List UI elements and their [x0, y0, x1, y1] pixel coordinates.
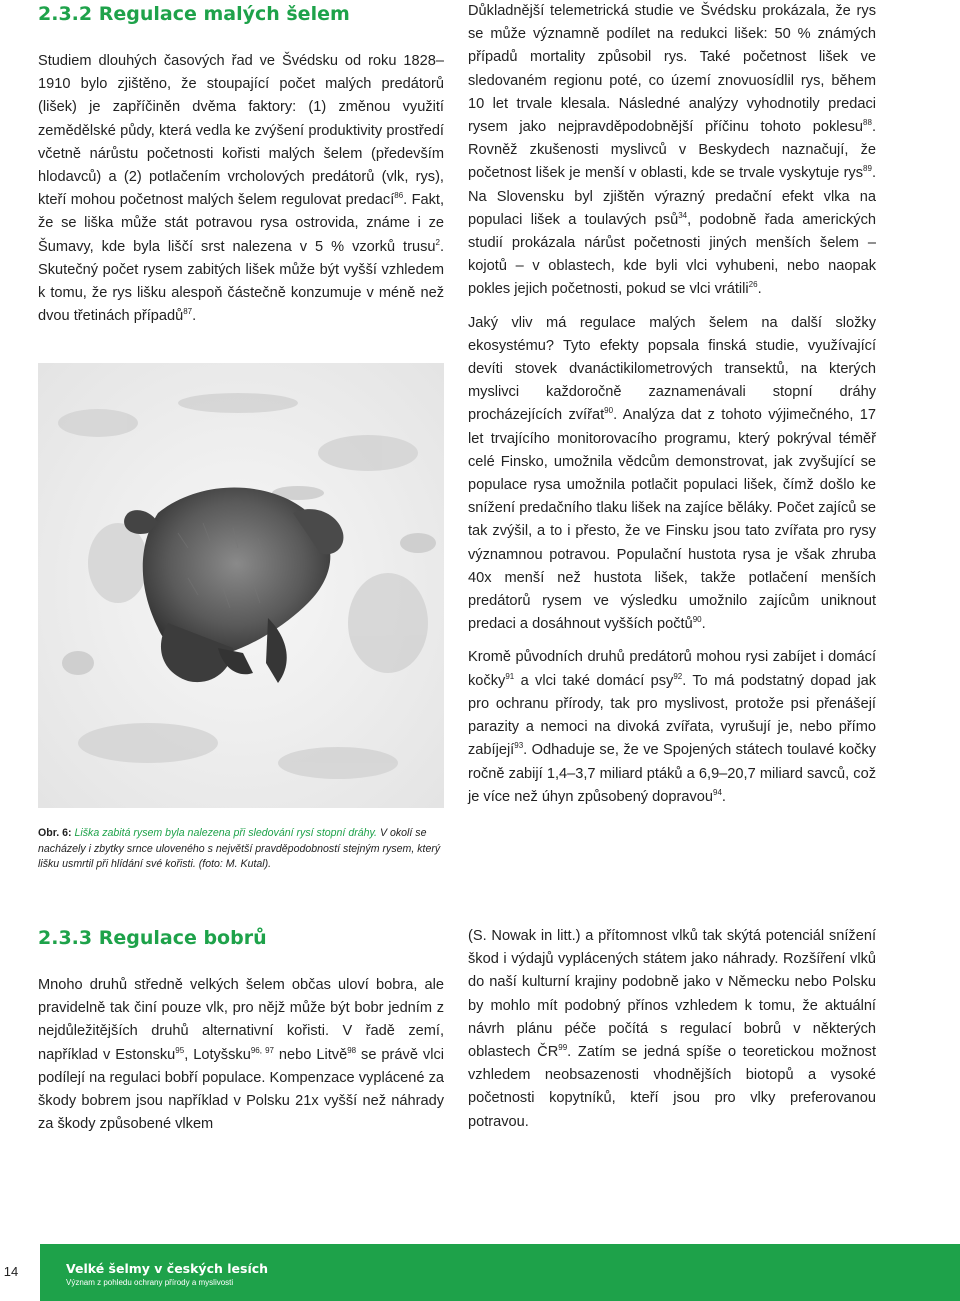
left-column-2: [38, 974, 444, 1146]
right-column-2: [468, 925, 876, 1144]
caption-title: Liška zabitá rysem byla nalezena při sledování rysí stopní dráhy.: [74, 827, 377, 839]
footer-bar: [40, 1244, 960, 1301]
footer-subtitle: Význam z pohledu ochrany přírody a myslivosti: [66, 1278, 234, 1287]
photo-caption: [38, 826, 448, 873]
reference-number: 96, 97: [250, 1045, 274, 1055]
reference-number: 94: [713, 787, 722, 797]
section-heading-beavers: 2.3.3 Regulace bobrů: [38, 927, 267, 949]
reference-number: 95: [175, 1045, 185, 1055]
paragraph: Studiem dlouhých časových řad ve Švédsku od roku 1828–1910 bylo zjištěno, že stoupající počet malých predátorů (lišek) je zapříčiněn dvěma faktory: (1) změnou využití zemědělské půdy, která vedla ke zvýšení produktivity prostředí včetně nárůstu početnosti kořisti malých šelem (především hlodavců) a (2) potlačením vrcholových predátorů (vlk, rys), kteří mohou početnost malých šelem regulovat predací$^{86}$. Fakt, že se liška může stát potravou rysa ostrovida, známe i ze Šumavy, kde byla liščí srst nalezena v 5 % vzorků trusu$^2$. Skutečný počet rysem zabitých lišek může být vyšší vzhledem k tomu, že rys lišku alespoň částečně konzumuje v méně než dvou třetinách případů$^{87}$.: [38, 53, 445, 325]
reference-number: 93: [514, 741, 524, 751]
reference-number: 88: [863, 118, 872, 128]
section-heading-small-carnivores: 2.3.2 Regulace malých šelem: [38, 3, 350, 25]
fox-photo: [38, 363, 444, 808]
reference-number: 2: [435, 237, 440, 247]
reference-number: 26: [748, 280, 758, 290]
paragraph: Kromě původních druhů predátorů mohou rysi zabíjet i domácí kočky$^{91}$ a vlci také domácí psy$^{92}$. To má podstatný dopad jak pro ochranu přírody, tak pro myslivost, protože psi přenášejí parazity a nemoci na divoká zvířata, vyrušují je, nebo přímo zabíjejí$^{93}$. Odhaduje se, že ve Spojených státech toulavé kočky ročně zabijí 1,4–3,7 miliard ptáků a 6,9–20,7 miliard savců, což je více než úhyn způsobený dopravou$^{94}$.: [468, 649, 876, 805]
paragraph: Mnoho druhů středně velkých šelem občas uloví bobra, ale pravidelně tak činí pouze vlk, pro nějž může být bobr jedním z nejdůležitějších druhů alternativní kořisti. V řadě zemí, například v Estonsku$^{95}$, Lotyšsku$^{96, 97}$ nebo Litvě$^{98}$ se právě vlci podílejí na regulaci bobří populace. Kompenzace vyplácené za škody bobrem jsou například v Polsku 21x vyšší než náhrady za škody způsobené vlkem: [38, 977, 444, 1133]
reference-number: 90: [692, 615, 702, 625]
left-column-1: [38, 50, 444, 338]
fox-carcass-image: [38, 363, 444, 808]
reference-number: 99: [558, 1043, 568, 1053]
reference-number: 90: [604, 406, 614, 416]
reference-number: 91: [505, 671, 515, 681]
caption-text: V okolí se nacházely i zbytky srnce uloveného s největší pravděpodobností stejným rysem, který lišku usmrtil při hlídání své kořisti. (foto: M. Kutal).: [38, 827, 441, 870]
paragraph: Důkladnější telemetrická studie ve Švédsku prokázala, že rys se může významně podílet na redukci lišek: 50 % známých případů mortality způsobil rys. Také početnost lišek ve sledovaném regionu poté, co území znovuosídlil rys, během 10 let trvale klesala. Následné analýzy vyhodnotily predaci rysem jako nejpravděpodobnější příčinu tohoto poklesu$^{88}$. Rovněž zkušenosti myslivců v Beskydech naznačují, že početnost lišek je menší v oblasti, kde se trvale vyskytuje rys$^{89}$. Na Slovensku byl zjištěn výrazný predační efekt vlka na populaci lišek a toulavých psů$^{34}$, podobně řada amerických studií prokázala nárůst početnosti jiných menších šelem – kojotů – v oblastech, kde byli vlci vyhubeni, nebo naopak pokles jejich početnosti, pokud se vlci vrátili$^{26}$.: [468, 3, 876, 298]
paragraph: (S. Nowak in litt.) a přítomnost vlků tak skýtá potenciál snížení škod i výdajů vyplácených státem jako náhrady. Rozšíření vlků do naší kulturní krajiny podobně jako v Německu nebo Polsku by mohlo mít podobný přínos vzhledem k tomu, že aktuální návrh plánu péče počítá s regulací bobrů v některých oblastech ČR$^{99}$. Zatím se jedná spíše o teoretickou možnost vzhledem neobsazenosti vhodnějších biotopů a vysoké početnosti kopytníků, kteří jsou pro vlky preferovanou potravou.: [468, 928, 876, 1130]
reference-number: 86: [394, 191, 404, 201]
reference-number: 89: [863, 164, 872, 174]
reference-number: 34: [678, 210, 688, 220]
reference-number: 98: [347, 1045, 357, 1055]
paragraph: Jaký vliv má regulace malých šelem na další složky ekosystému? Tyto efekty popsala finská studie, využívající devíti stovek dvanáctikilometrových transektů, na kterých myslivci každoročně zaznamenávali stopní dráhy procházejících zvířat$^{90}$. Analýza dat z tohoto výjimečného, 17 let trvajícího monitorovacího programu, který pokrýval téměř celé Finsko, umožnila vědcům demonstrovat, jak zvyšující se populace rysa umožnila potlačit populaci lišek, čímž došlo ke snížení predačního tlaku lišek na zajíce běláky. Počet zajíců se tak zvýšil, a to i přesto, že ve Finsku jsou tato zvířata pro rysy významnou potravou. Populační hustota rysa je však zhruba 40x menší než hustota lišek, takže potlačení menších predátorů rysem ve výsledku umožnilo zajícům uniknout predaci a dosáhnout vyšších počtů$^{90}$.: [468, 314, 876, 633]
footer-title: Velké šelmy v českých lesích: [66, 1261, 269, 1276]
page-number: 14: [3, 1264, 19, 1279]
right-column-1: [468, 0, 876, 819]
reference-number: 87: [183, 307, 193, 317]
caption-label: Obr. 6:: [38, 827, 72, 839]
reference-number: 92: [673, 671, 683, 681]
